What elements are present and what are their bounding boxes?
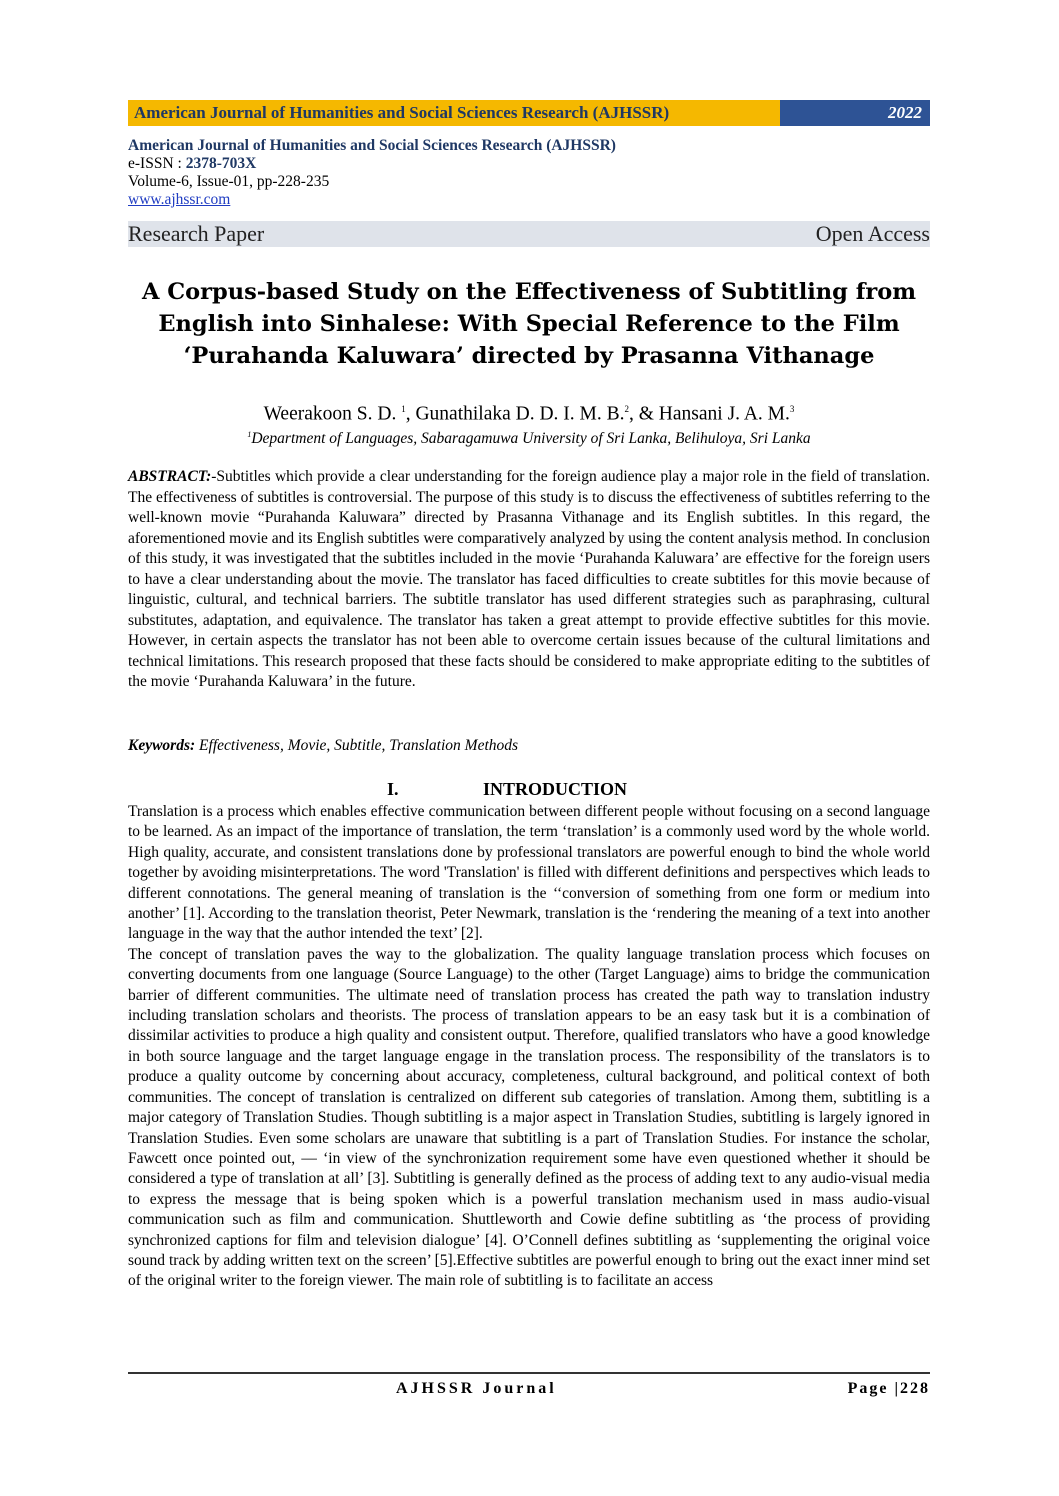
abstract-text: -Subtitles which provide a clear understanding for the foreign audience play a major role in the field of translation. The effectiveness of subtitles is controversial. The purpose of this study is to discuss the effectiveness of subtitles referring to the well-known movie “Purahanda Kaluwara” directed by Prasanna Vithanage and its English subtitles. In this regard, the aforementioned movie and its English subtitles were comparatively analyzed by using the content analysis method. In conclusion of this study, it was investigated that the subtitles included in the movie ‘Purahanda Kaluwara’ are effective for the foreign users to have a clear understanding about the movie. The translator has faced difficulties to create subtitles for this movie because of linguistic, cultural, and technical barriers. The subtitle translator has used different strategies such as paraphrasing, cultural substitutes, adaptation, and equivalence. The translator has taken a great attempt to provide effective subtitles for this movie. However, in certain aspects the translator has not been able to overcome certain issues because of the cultural limitations and technical limitations. This research proposed that these facts should be considered to make appropriate editing to the subtitles of the movie ‘Purahanda Kaluwara’ in the future. — [128, 468, 930, 690]
meta-journal-name: American Journal of Humanities and Social Sciences Research (AJHSSR) — [128, 137, 616, 154]
abstract-label: ABSTRACT: — [128, 468, 212, 485]
body-paragraph: Translation is a process which enables effective communication between different people without focusing on a second language to be learned. As an impact of the importance of translation, the term ‘translation’ is a commonly used word by the whole world. High quality, accurate, and consistent translations done by professional translators are powerful enough to bind the whole world together by avoiding misinterpretations. The word 'Translation' is filled with different definitions and perspectives which leads to different connotations. The general meaning of translation is the ‘‘conversion of something from one form or medium into another’ [1]. According to the translation theorist, Peter Newmark, translation is the ‘rendering the meaning of a text into another language in the way that the author intended the text’ [2]. — [128, 803, 930, 943]
meta-issn: e-ISSN : 2378-703X — [128, 155, 257, 172]
abstract — [128, 467, 930, 693]
body-text — [128, 802, 930, 1292]
keywords-text: Effectiveness, Movie, Subtitle, Translation Methods — [195, 737, 519, 754]
journal-meta — [128, 137, 930, 209]
keywords — [128, 736, 930, 755]
section-number: I. — [387, 779, 399, 799]
footer-page: Page |228 — [847, 1380, 930, 1397]
journal-header-year: 2022 — [780, 100, 930, 126]
paper-type-bar — [128, 221, 930, 247]
body-paragraph: The concept of translation paves the way to the globalization. The quality language translation process which focuses on converting documents from one language (Source Language) to the other (Target Language) aims to bridge the communication barrier of different communities. The ultimate need of translation process has created the path way to translation industry including translation scholars and theorists. The process of translation appears to be an easy task but it is a combination of dissimilar activities to produce a high quality and consistent output. Therefore, qualified translators who have a good knowledge in both source language and the target language engage in the translation process. The responsibility of the translators is to produce a quality outcome by concerning about accuracy, completeness, cultural background, and political context of both communities. The concept of translation is centralized on different sub categories of translation. Among them, subtitling is a major category of Translation Studies. Though subtitling is a major aspect in Translation Studies, subtitling is largely ignored in Translation Studies. Even some scholars are unaware that subtitling is a part of Translation Studies. For instance the scholar, Fawcett once pointed out, — ‘in view of the synchronization requirement some have even questioned whether it should be considered a type of translation at all’ [3]. Subtitling is generally defined as the process of adding text to any audio-visual media to express the message that is being spoken which is a powerful translation mechanism used in mass audio-visual communication such as film and communication. Shuttleworth and Cowie define subtitling as ‘the process of providing synchronized captions for film and television dialogue’ [4]. O’Connell defines subtitling as ‘supplementing the original voice sound track by adding written text on the screen’ [5].Effective subtitles are powerful enough to bring out the exact inner mind set of the original writer to the foreign viewer. The main role of subtitling is to facilitate an access — [128, 945, 930, 1290]
keywords-label: Keywords: — [128, 737, 196, 754]
footer-journal: AJHSSR Journal — [396, 1380, 557, 1397]
title-line: ‘Purahanda Kaluwara’ directed by Prasanna Vithanage — [183, 343, 875, 369]
title-line: English into Sinhalese: With Special Reference to the Film — [158, 311, 900, 337]
paper-title — [128, 276, 930, 372]
title-line: A Corpus-based Study on the Effectiveness of Subtitling from — [141, 279, 917, 305]
author-list: Weerakoon S. D. $^1$, Gunathilaka D. D. I. M. B.$^2$, & Hansani J. A. M.$^3$ — [263, 403, 795, 425]
meta-issn-value: 2378-703X — [185, 155, 257, 172]
meta-website-link[interactable]: www.ajhssr.com — [128, 191, 231, 208]
access-label: Open Access — [815, 221, 930, 246]
journal-header-bar — [128, 100, 930, 126]
author-affiliation: $^1$Department of Languages, Sabaragamuwa University of Sri Lanka, Belihuloya, Sri Lanka — [247, 430, 811, 448]
meta-volume: Volume-6, Issue-01, pp-228-235 — [128, 173, 330, 190]
paper-type-label: Research Paper — [128, 221, 265, 246]
journal-header-title: American Journal of Humanities and Social Sciences Research (AJHSSR) — [128, 100, 780, 126]
section-heading — [128, 779, 930, 801]
page-number: 228 — [900, 1380, 930, 1397]
page-footer — [128, 1372, 930, 1404]
section-title: INTRODUCTION — [483, 779, 628, 799]
